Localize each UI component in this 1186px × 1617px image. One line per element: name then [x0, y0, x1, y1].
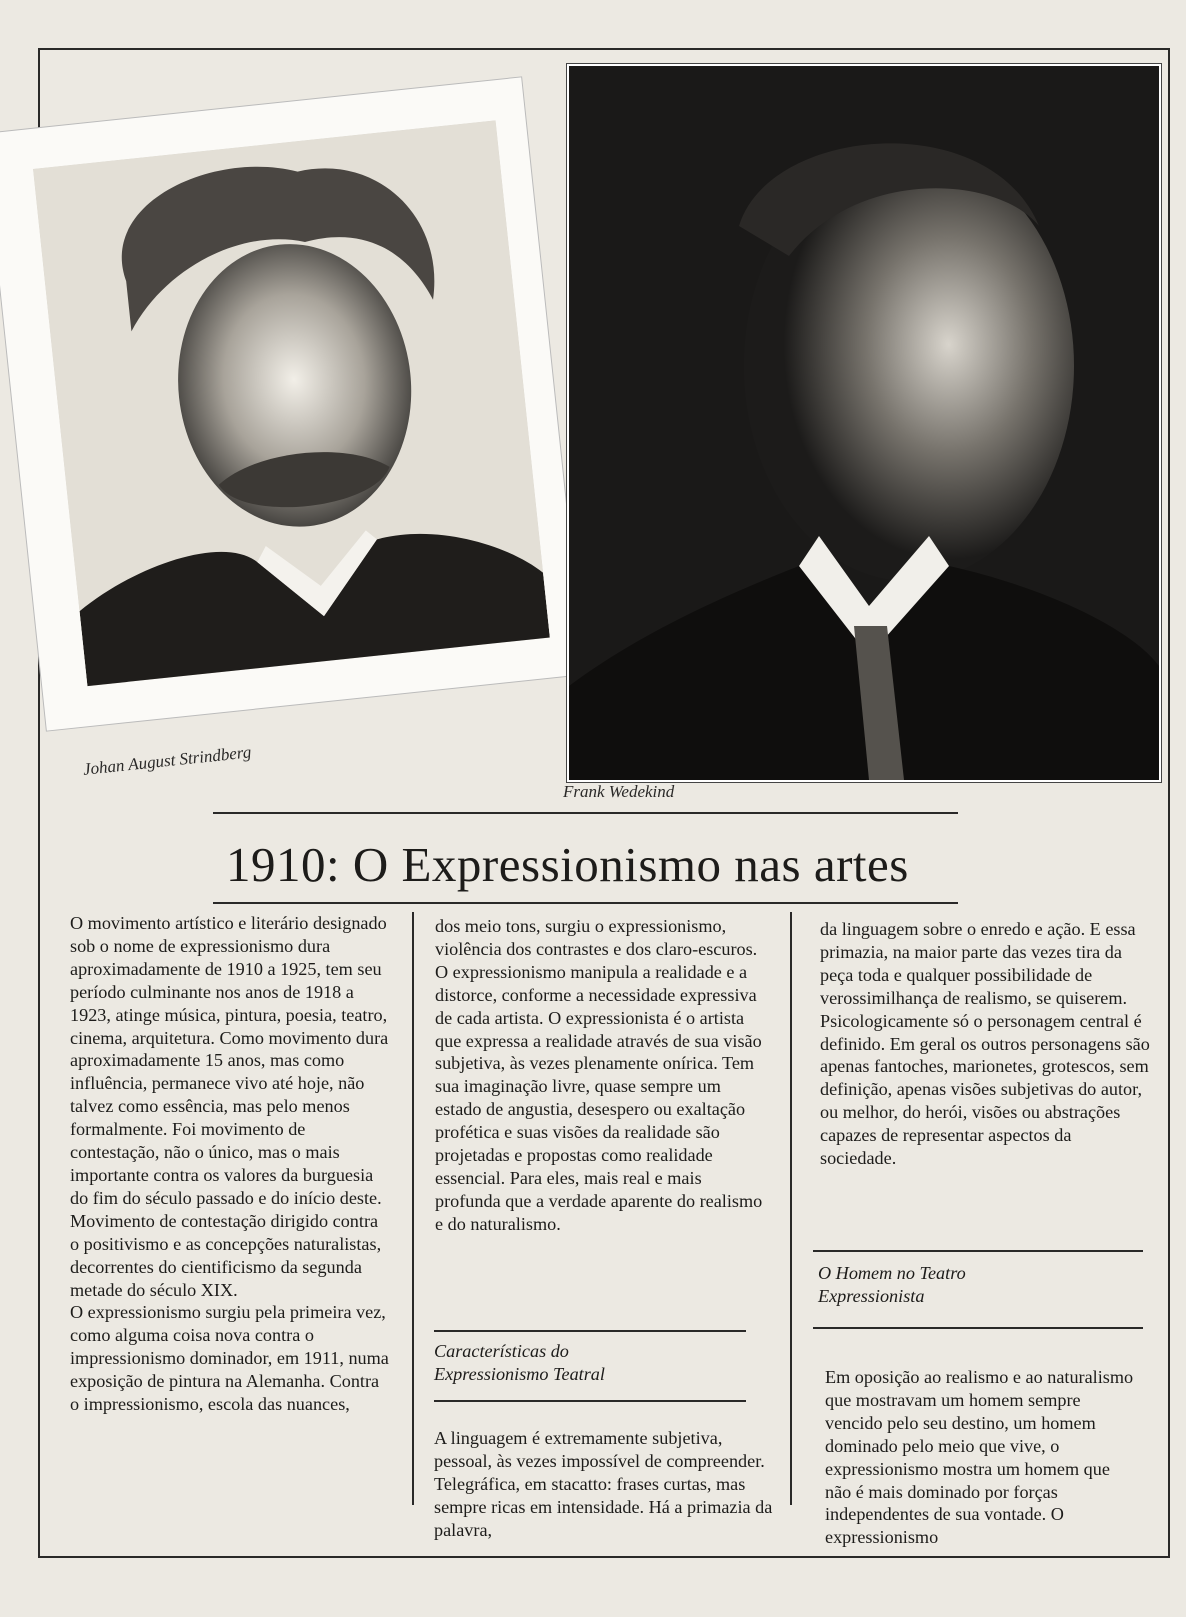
column-1 — [70, 912, 390, 1416]
subhead-caracteristicas: Características do Expressionismo Teatral — [434, 1341, 605, 1384]
subhead-bottom-rule — [813, 1327, 1143, 1329]
paragraph: O movimento artístico e literário designado sob o nome de expressionismo dura aproximadamente de 1910 a 1925, tem seu período culminante nos anos de 1918 a 1923, atinge música, pintura, poesia, teatro, cinema, arquitetura. Como movimento dura aproximadamente 15 anos, mas como influência, permanece vivo até hoje, não talvez como essência, mas pelo menos formalmente. Foi movimento de contestação, não o único, mas o mais importante contra os valores da burguesia do fim do século passado e do início deste. Movimento de contestação dirigido contra o positivismo e as concepções naturalistas, decorrentes do cientificismo da segunda metade do século XIX. — [70, 913, 389, 1300]
paragraph: O expressionismo manipula a realidade e a distorce, conforme a necessidade expressiva de cada artista. O expressionista é o artista que expressa a realidade através de sua visão subjetiva, às vezes plenamente onírica. Tem sua imaginação livre, quase sempre um estado de angustia, desespero ou exaltação profética e suas visões da realidade são projetadas e propostas como realidade essencial. Para eles, mais real e mais profunda que a verdade aparente do realismo e do naturalismo. — [435, 961, 763, 1234]
wedekind-photo — [567, 64, 1161, 782]
paragraph: O expressionismo surgiu pela primeira vez, como alguma coisa nova contra o impressionismo dominador, em 1911, numa exposição de pintura na Alemanha. Contra o impressionismo, escola das nuances, — [70, 1302, 389, 1415]
wedekind-caption: Frank Wedekind — [563, 782, 675, 801]
strindberg-photo — [33, 120, 550, 686]
column-3 — [820, 918, 1150, 1170]
column-3-continued — [825, 1366, 1135, 1549]
strindberg-photo-frame — [0, 77, 584, 730]
subhead-bottom-rule — [434, 1400, 746, 1402]
column-divider — [412, 912, 414, 1505]
page-title: 1910: O Expressionismo nas artes — [226, 837, 909, 892]
headline-bottom-rule — [213, 902, 958, 904]
column-2 — [435, 915, 765, 1236]
paragraph: A linguagem é extremamente subjetiva, pessoal, às vezes impossível de compreender. Telegráfica, em stacatto: frases curtas, mas sempre ricas em intensidade. Há a primazia da palavra, — [434, 1428, 773, 1540]
paragraph: Em oposição ao realismo e ao naturalismo que mostravam um homem sempre vencido pelo seu destino, um homem dominado pelo meio que vive, o expressionismo mostra um homem que não é mais dominado por forças independentes de sua vontade. O expressionismo — [825, 1367, 1134, 1548]
paragraph: Psicologicamente só o personagem central é definido. Em geral os outros personagens são apenas fantoches, marionetes, grotescos, sem definição, apenas visões subjetivas do autor, ou melhor, do herói, visões ou abstrações capazes de representar aspectos da sociedade. — [820, 1010, 1150, 1169]
headline-top-rule — [213, 812, 958, 814]
strindberg-caption: Johan August Strindberg — [82, 742, 253, 779]
subhead-top-rule — [813, 1250, 1143, 1252]
subhead-top-rule — [434, 1330, 746, 1332]
paragraph: dos meio tons, surgiu o expressionismo, violência dos contrastes e dos claro-escuros. — [435, 916, 758, 959]
column-divider — [790, 912, 792, 1505]
column-2-continued — [434, 1427, 774, 1542]
subhead-homem: O Homem no Teatro Expressionista — [818, 1263, 966, 1306]
paragraph: da linguagem sobre o enredo e ação. E essa primazia, na maior parte das vezes tira da peça toda e qualquer possibilidade de verossimilhança de realismo, se quiserem. — [820, 919, 1136, 1008]
